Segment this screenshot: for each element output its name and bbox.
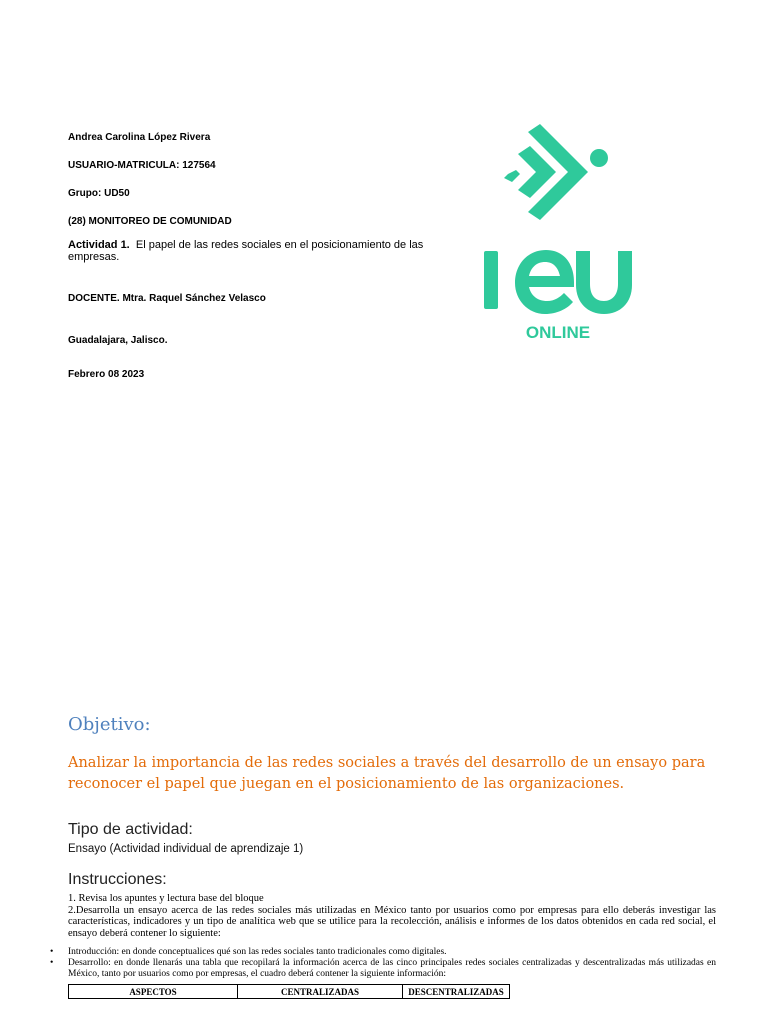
- activity-label: Actividad 1.: [68, 239, 130, 251]
- objective-title: Objetivo:: [68, 714, 151, 735]
- bullet-icon: •: [50, 947, 54, 957]
- logo-subtitle: ONLINE: [525, 323, 591, 342]
- comparison-table: [68, 984, 510, 999]
- location: Guadalajara, Jalisco.: [68, 335, 168, 346]
- teacher: DOCENTE. Mtra. Raquel Sánchez Velasco: [68, 293, 266, 304]
- course-name: (28) MONITOREO DE COMUNIDAD: [68, 216, 232, 227]
- list-item: [50, 958, 716, 980]
- table-header-row: [69, 985, 510, 999]
- instruction-step-2: 2.Desarrolla un ensayo acerca de las redes sociales más utilizadas en México tanto por usuarios como por empresas para ello deberás investigar las características, indicadores y un tipo de analítica web que se utilice para la recolección, análisis e informes de los datos obtenidos en cada red social, el ensayo deberá contener lo siguiente:: [68, 904, 716, 939]
- bullet-text: Desarrollo: en donde llenarás una tabla que recopilará la información acerca de las cinco principales redes sociales centralizadas y descentralizadas más utilizadas en México, tanto por usuarios como por empresas, el cuadro deberá contener la siguiente información:: [68, 958, 716, 979]
- student-id: USUARIO-MATRICULA: 127564: [68, 160, 216, 171]
- ieu-online-logo: [482, 124, 634, 344]
- activity-type-title: Tipo de actividad:: [68, 821, 193, 838]
- instruction-step-1: 1. Revisa los apuntes y lectura base del bloque: [68, 893, 264, 904]
- bullet-text: Introducción: en donde conceptualices qué son las redes sociales tanto tradicionales como digitales.: [68, 947, 447, 957]
- date: Febrero 08 2023: [68, 369, 145, 380]
- instructions-bullets: [50, 947, 716, 980]
- instructions-title: Instrucciones:: [68, 871, 167, 888]
- activity-title: [68, 239, 428, 263]
- activity-text: El papel de las redes sociales en el posicionamiento de las empresas.: [68, 239, 424, 263]
- table-header-cell: CENTRALIZADAS: [238, 985, 403, 999]
- table-header-cell: DESCENTRALIZADAS: [403, 985, 510, 999]
- instructions-steps: [68, 893, 716, 939]
- objective-text: Analizar la importancia de las redes sociales a través del desarrollo de un ensayo para reconocer el papel que juegan en el posicionamiento de las organizaciones.: [68, 755, 706, 792]
- table-header-cell: ASPECTOS: [69, 985, 238, 999]
- group: Grupo: UD50: [68, 188, 130, 199]
- activity-type-text: Ensayo (Actividad individual de aprendizaje 1): [68, 843, 304, 855]
- student-name: Andrea Carolina López Rivera: [68, 132, 211, 143]
- bullet-icon: •: [50, 958, 54, 968]
- list-item: [50, 947, 716, 958]
- ieu-logo-mark: [482, 124, 634, 344]
